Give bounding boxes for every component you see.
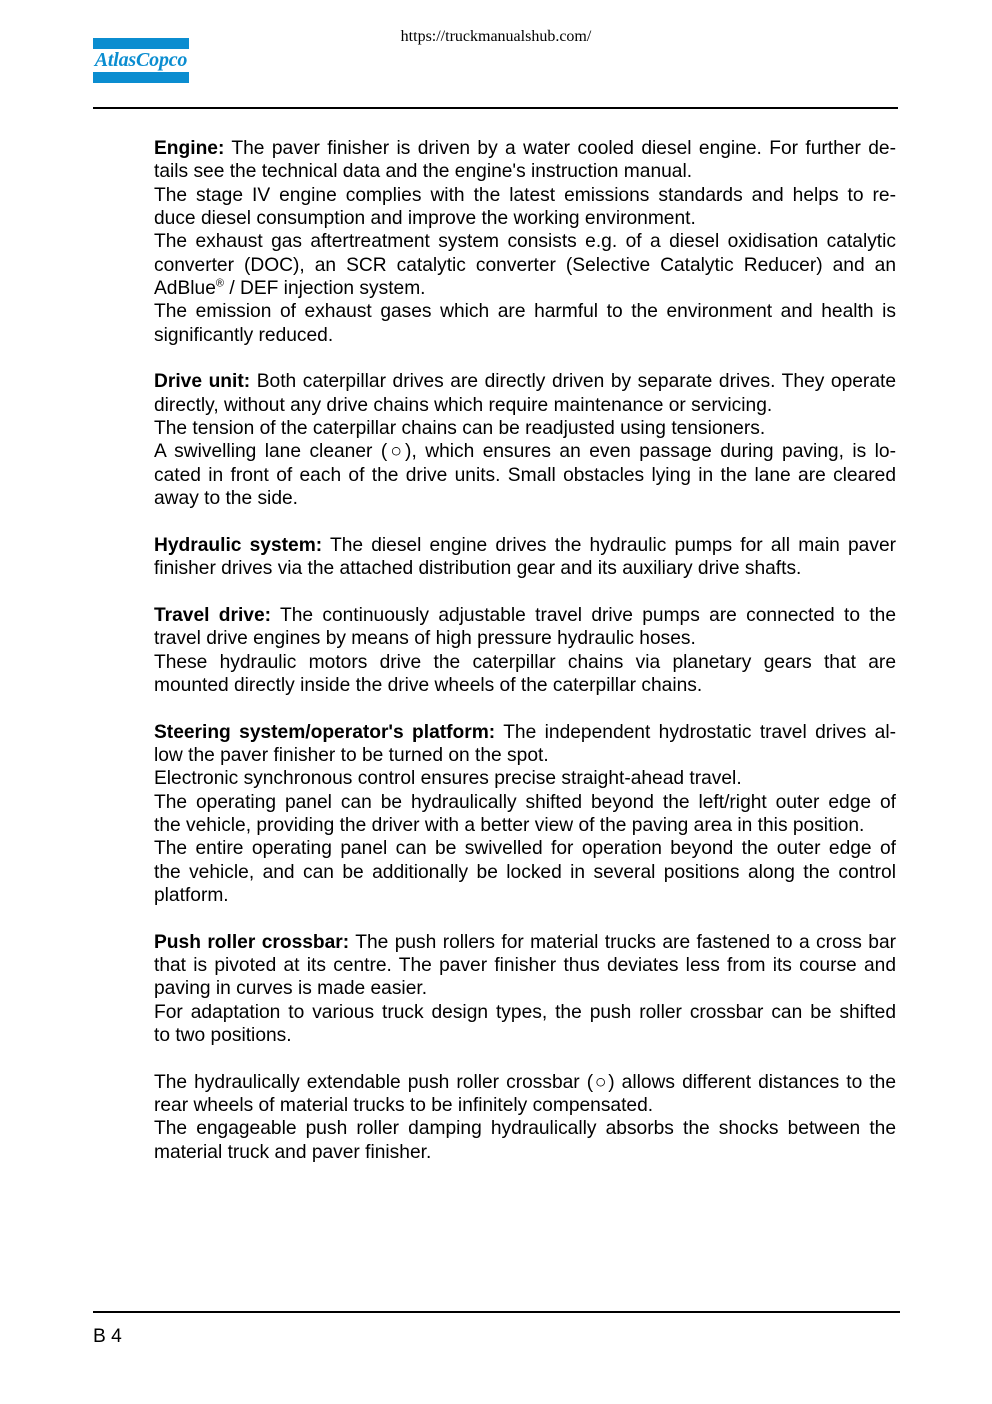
text-run: Both caterpillar drives are directly driven by separate drives. They operate	[250, 371, 896, 393]
section-heading: Engine:	[154, 138, 225, 159]
text-run: low the paver finisher to be turned on the spot.	[154, 744, 549, 766]
paragraph	[154, 417, 896, 440]
text-run: The push rollers for material trucks are fastened to a cross bar	[349, 931, 897, 953]
text-line	[154, 931, 896, 954]
text-run: The continuously adjustable travel drive pumps are connected to the	[271, 604, 896, 626]
text-line	[154, 160, 896, 183]
paragraph	[154, 300, 896, 347]
text-section	[154, 1071, 896, 1164]
text-line	[154, 791, 896, 814]
paragraph	[154, 230, 896, 300]
text-run: These hydraulic motors drive the caterpillar chains via planetary gears that are	[154, 651, 896, 673]
text-line	[154, 230, 896, 253]
text-line	[154, 627, 896, 650]
text-run: significantly reduced.	[154, 324, 334, 346]
logo-wordmark: AtlasCopco	[94, 49, 188, 71]
text-run: / DEF injection system.	[223, 278, 426, 300]
text-run: to two positions.	[154, 1025, 292, 1047]
text-line	[154, 394, 896, 417]
text-line	[154, 417, 896, 440]
section-heading: Steering system/operator's platform:	[154, 721, 496, 743]
paragraph	[154, 370, 896, 417]
paragraph	[154, 721, 896, 768]
text-line	[154, 884, 896, 907]
text-run: rear wheels of material trucks to be infinitely compensated.	[154, 1095, 654, 1117]
paragraph	[154, 931, 896, 1001]
text-run: tails see the technical data and the engine's instruction manual.	[154, 161, 693, 183]
text-run: directly, without any drive chains which require maintenance or servicing.	[154, 394, 773, 416]
text-line	[154, 1024, 896, 1047]
text-line	[154, 300, 896, 323]
text-section	[154, 721, 896, 908]
text-run: The independent hydrostatic travel drives al-	[495, 721, 896, 743]
text-run: material truck and paver finisher.	[154, 1141, 432, 1163]
text-line	[154, 440, 896, 463]
text-line	[154, 1001, 896, 1024]
text-section	[154, 370, 896, 510]
text-section	[154, 931, 896, 1048]
text-run: The tension of the caterpillar chains can be readjusted using tensioners.	[154, 418, 766, 440]
text-line	[154, 744, 896, 767]
text-run: the vehicle, and can be additionally be locked in several positions along the control	[154, 861, 896, 883]
text-run: Electronic synchronous control ensures precise straight-ahead travel.	[154, 768, 742, 790]
atlas-copco-logo	[93, 38, 189, 83]
text-run: The entire operating panel can be swivelled for operation beyond the outer edge of	[154, 838, 896, 860]
text-line	[154, 557, 896, 580]
text-line	[154, 324, 896, 347]
text-run: A swivelling lane cleaner (○), which ensures an even passage during paving, is lo-	[154, 441, 896, 463]
section-heading: Travel drive:	[154, 604, 272, 626]
text-line	[154, 184, 896, 207]
text-run: AdBlue	[154, 278, 216, 300]
text-run: cated in front of each of the drive units. Small obstacles lying in the lane are cleared	[154, 464, 896, 486]
text-line	[154, 861, 896, 884]
section-heading: Drive unit:	[154, 371, 251, 393]
text-line	[154, 277, 896, 300]
text-run: The paver finisher is driven by a water cooled diesel engine. For further de-	[224, 138, 896, 159]
logo-bar-top	[93, 38, 189, 49]
text-section	[154, 137, 896, 347]
text-line	[154, 651, 896, 674]
text-run: The stage IV engine complies with the latest emissions standards and helps to re-	[154, 184, 896, 206]
document-body	[154, 137, 896, 1164]
text-run: The exhaust gas aftertreatment system consists e.g. of a diesel oxidisation catalytic	[154, 231, 896, 253]
text-run: The operating panel can be hydraulically shifted beyond the left/right outer edge of	[154, 791, 896, 813]
text-line	[154, 370, 896, 393]
text-line	[154, 674, 896, 697]
header-rule	[93, 107, 898, 109]
text-run: paving in curves is made easier.	[154, 978, 428, 1000]
registered-mark: ®	[215, 277, 224, 290]
text-run: travel drive engines by means of high pressure hydraulic hoses.	[154, 628, 696, 650]
text-line	[154, 1141, 896, 1164]
text-run: that is pivoted at its centre. The paver finisher thus deviates less from its course and	[154, 955, 896, 977]
text-run: duce diesel consumption and improve the working environment.	[154, 208, 696, 230]
text-line	[154, 837, 896, 860]
text-run: platform.	[154, 885, 229, 906]
text-run: The hydraulically extendable push roller crossbar (○) allows different distances to the	[154, 1071, 896, 1093]
paragraph	[154, 604, 896, 651]
paragraph	[154, 534, 896, 581]
text-run: finisher drives via the attached distribution gear and its auxiliary drive shafts.	[154, 558, 802, 580]
text-section	[154, 604, 896, 697]
paragraph	[154, 837, 896, 907]
text-line	[154, 254, 896, 277]
text-section	[154, 534, 896, 581]
page-number: B 4	[93, 1326, 122, 1347]
text-line	[154, 207, 896, 230]
text-line	[154, 977, 896, 1000]
text-line	[154, 464, 896, 487]
logo-bar-bottom	[93, 72, 189, 83]
text-line	[154, 534, 896, 557]
text-line	[154, 721, 896, 744]
paragraph	[154, 791, 896, 838]
paragraph	[154, 651, 896, 698]
paragraph	[154, 1071, 896, 1118]
text-run: For adaptation to various truck design types, the push roller crossbar can be shifted	[154, 1001, 896, 1023]
paragraph	[154, 440, 896, 510]
paragraph	[154, 1117, 896, 1164]
text-line	[154, 487, 896, 510]
text-run: The engageable push roller damping hydraulically absorbs the shocks between the	[154, 1118, 896, 1140]
paragraph	[154, 137, 896, 184]
text-line	[154, 1117, 896, 1140]
paragraph	[154, 184, 896, 231]
text-line	[154, 1094, 896, 1117]
paragraph	[154, 767, 896, 790]
text-run: away to the side.	[154, 488, 298, 510]
text-line	[154, 767, 896, 790]
text-line	[154, 1071, 896, 1094]
text-line	[154, 604, 896, 627]
text-line	[154, 954, 896, 977]
text-run: The emission of exhaust gases which are harmful to the environment and health is	[154, 301, 896, 323]
footer-rule	[93, 1311, 900, 1313]
text-run: converter (DOC), an SCR catalytic converter (Selective Catalytic Reducer) and an	[154, 254, 896, 276]
text-line	[154, 137, 896, 160]
text-run: The diesel engine drives the hydraulic pumps for all main paver	[322, 534, 897, 556]
paragraph	[154, 1001, 896, 1048]
text-run: mounted directly inside the drive wheels of the caterpillar chains.	[154, 674, 703, 696]
header-url: https://truckmanualshub.com/	[400, 28, 592, 45]
text-line	[154, 814, 896, 837]
section-heading: Push roller crossbar:	[154, 931, 350, 953]
section-heading: Hydraulic system:	[154, 534, 323, 556]
text-run: the vehicle, providing the driver with a better view of the paving area in this position.	[154, 814, 865, 836]
